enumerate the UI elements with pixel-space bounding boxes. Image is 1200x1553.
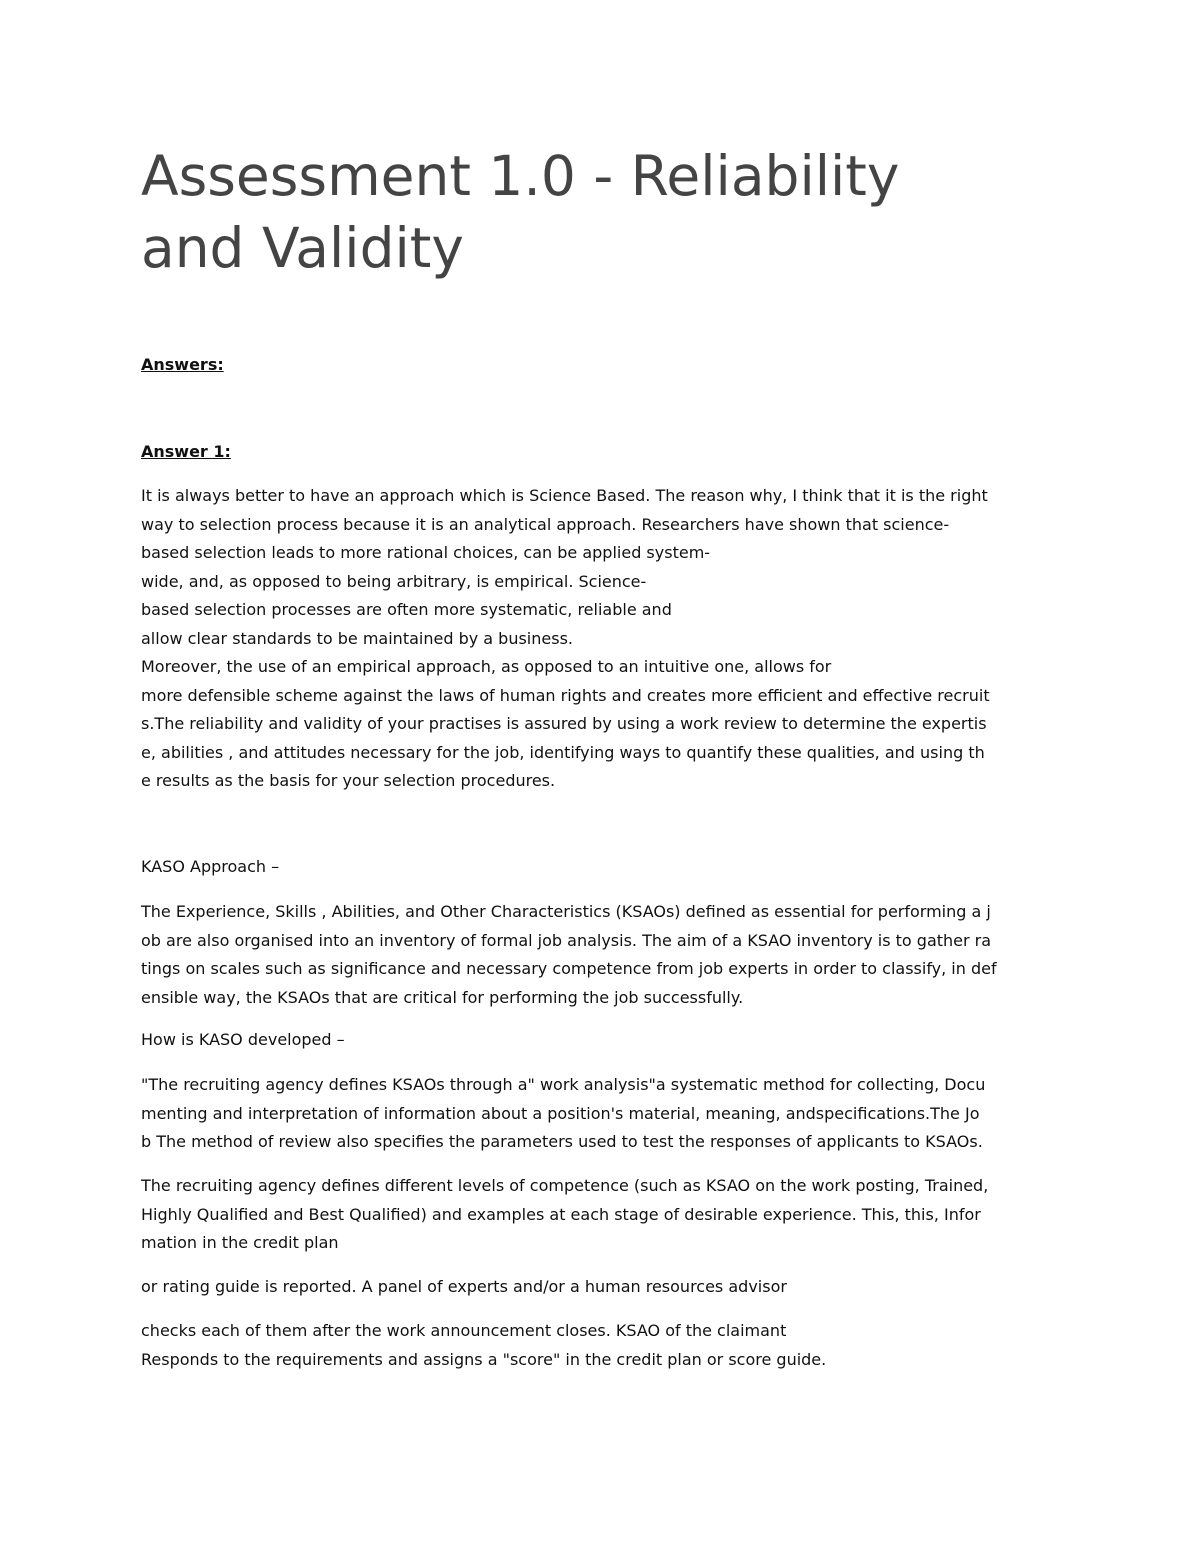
- competence-levels-paragraph: [141, 1172, 1081, 1258]
- answer-1-paragraph: [141, 482, 1081, 796]
- answer-1-heading: Answer 1:: [141, 442, 231, 461]
- work-analysis-paragraph: [141, 1071, 1081, 1157]
- text-line: Responds to the requirements and assigns a "score" in the credit plan or score guide.: [141, 1349, 827, 1369]
- text-line: The recruiting agency defines different levels of competence (such as KSAO on the work posting, Trained,: [141, 1176, 989, 1195]
- answers-heading: Answers:: [141, 355, 224, 374]
- text-line: or rating guide is reported. A panel of experts and/or a human resources advisor: [141, 1277, 787, 1296]
- text-line: b The method of review also specifies the parameters used to test the responses of applicants to KSAOs.: [141, 1132, 983, 1151]
- text-line: "The recruiting agency defines KSAOs through a" work analysis"a systematic method for collecting, Docu: [141, 1075, 986, 1094]
- text-line: mation in the credit plan: [141, 1233, 339, 1252]
- text-line: more defensible scheme against the laws of human rights and creates more efficient and effective recruit: [141, 685, 990, 705]
- text-line: ob are also organised into an inventory of formal job analysis. The aim of a KSAO inventory is to gather ra: [141, 930, 992, 950]
- text-line: KASO Approach –: [141, 857, 280, 876]
- text-line: menting and interpretation of information about a position's material, meaning, andspecifications.The Jo: [141, 1103, 980, 1123]
- kaso-approach-heading: [141, 853, 1081, 882]
- text-line: tings on scales such as significance and necessary competence from job experts in order to classify, in def: [141, 959, 997, 978]
- text-line: Moreover, the use of an empirical approach, as opposed to an intuitive one, allows for: [141, 657, 832, 676]
- text-line: e, abilities , and attitudes necessary for the job, identifying ways to quantify these qualities, and using th: [141, 742, 985, 762]
- text-line: The Experience, Skills , Abilities, and Other Characteristics (KSAOs) defined as essential for performing a j: [141, 902, 991, 921]
- text-line: wide, and, as opposed to being arbitrary, is empirical. Science-: [141, 571, 647, 591]
- text-line: ensible way, the KSAOs that are critical for performing the job successfully.: [141, 987, 744, 1007]
- text-line: allow clear standards to be maintained by a business.: [141, 628, 573, 648]
- text-line: It is always better to have an approach which is Science Based. The reason why, I think that it is the right: [141, 486, 988, 505]
- text-line: e results as the basis for your selection procedures.: [141, 771, 556, 790]
- text-line: way to selection process because it is an analytical approach. Researchers have shown that science-: [141, 514, 950, 534]
- document-title: [141, 140, 1041, 284]
- text-line: based selection processes are often more systematic, reliable and: [141, 600, 672, 619]
- text-line: based selection leads to more rational choices, can be applied system-: [141, 543, 711, 562]
- kaso-definition-paragraph: [141, 898, 1081, 1012]
- text-line: How is KASO developed –: [141, 1030, 345, 1049]
- title-line: and Validity: [141, 216, 464, 280]
- checks-paragraph: [141, 1317, 1081, 1374]
- text-line: s.The reliability and validity of your practises is assured by using a work review to determine the expertis: [141, 714, 987, 733]
- text-line: Highly Qualified and Best Qualified) and examples at each stage of desirable experience. This, this, Infor: [141, 1204, 981, 1224]
- text-line: checks each of them after the work announcement closes. KSAO of the claimant: [141, 1321, 787, 1340]
- rating-guide-paragraph: [141, 1273, 1081, 1302]
- kaso-developed-heading: [141, 1026, 1081, 1055]
- title-line: Assessment 1.0 - Reliability: [141, 144, 900, 208]
